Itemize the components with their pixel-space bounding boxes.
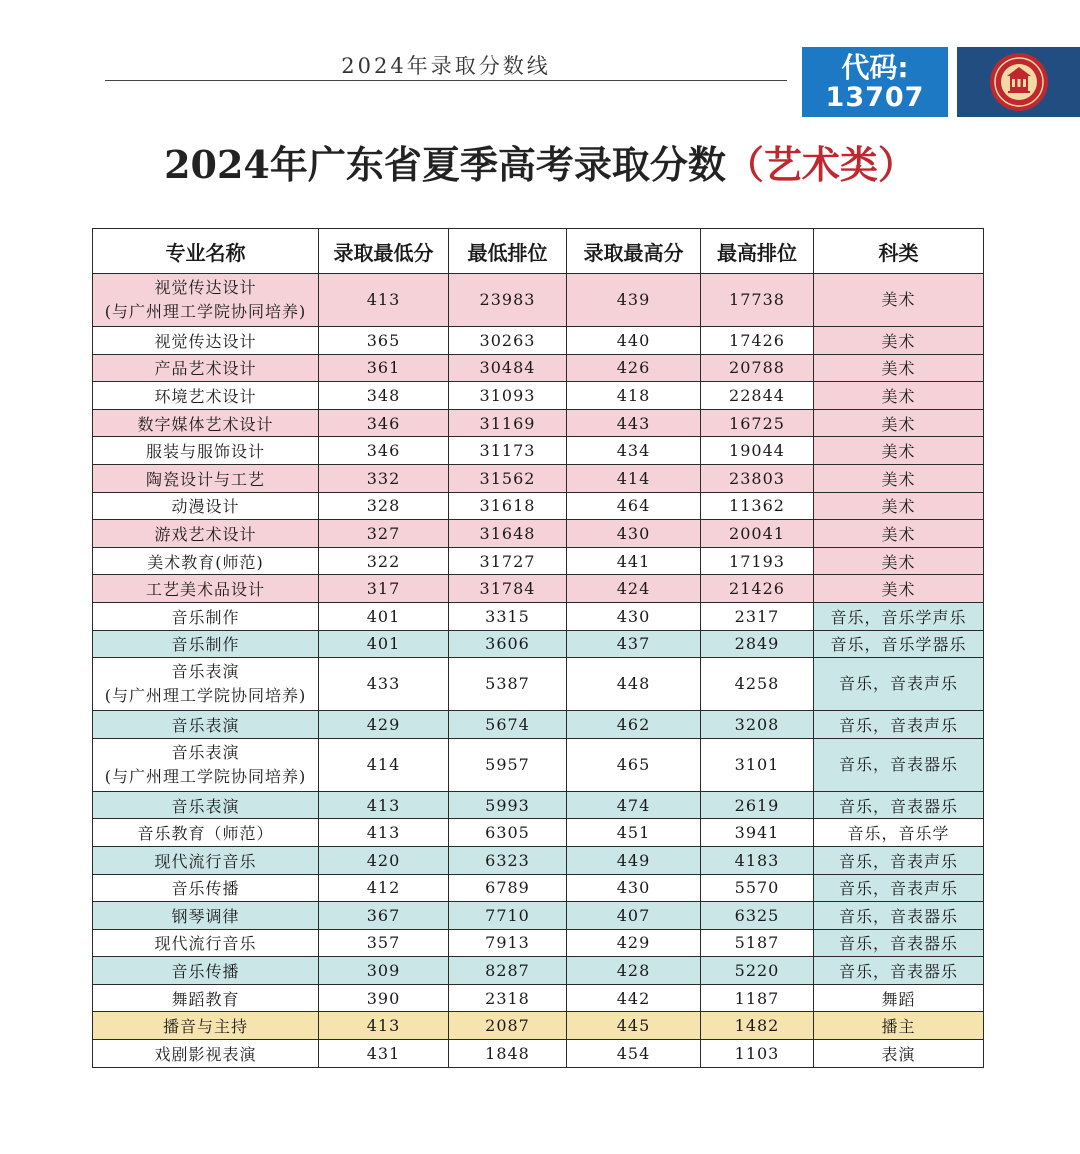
code-value: 13707 — [825, 82, 925, 113]
major-name-cell — [93, 1040, 319, 1068]
min-score-cell: 357 — [319, 929, 449, 957]
category-cell: 音乐，音表声乐 — [814, 658, 984, 711]
major-name: 音乐表演 — [171, 715, 240, 735]
max-rank-cell: 22844 — [701, 382, 814, 410]
min-rank-cell: 6323 — [449, 846, 567, 874]
table-row — [93, 520, 984, 548]
min-rank-cell: 6789 — [449, 874, 567, 902]
major-name: 音乐表演 — [171, 796, 240, 816]
major-name: 视觉传达设计 — [154, 278, 257, 297]
major-name-cell — [93, 492, 319, 520]
category-cell: 音乐，音乐学 — [814, 819, 984, 847]
header-max-score: 录取最高分 — [567, 229, 701, 274]
category-cell: 美术 — [814, 274, 984, 327]
category-cell: 美术 — [814, 437, 984, 465]
table-row — [93, 547, 984, 575]
category-cell: 表演 — [814, 1040, 984, 1068]
major-name-cell — [93, 902, 319, 930]
max-rank-cell: 5570 — [701, 874, 814, 902]
major-name: 音乐传播 — [171, 879, 240, 899]
category-cell: 美术 — [814, 327, 984, 355]
category-cell: 音乐，音表声乐 — [814, 711, 984, 739]
major-name: 音乐教育（师范） — [137, 824, 274, 844]
category-cell: 美术 — [814, 409, 984, 437]
table-row — [93, 492, 984, 520]
table-row — [93, 929, 984, 957]
major-name-cell — [93, 658, 319, 711]
major-name: 音乐传播 — [171, 962, 240, 982]
table-row — [93, 984, 984, 1012]
category-cell: 音乐，音表器乐 — [814, 929, 984, 957]
header-max-rank: 最高排位 — [701, 229, 814, 274]
major-name: 数字媒体艺术设计 — [137, 414, 274, 434]
max-score-cell: 434 — [567, 437, 701, 465]
min-rank-cell: 31648 — [449, 520, 567, 548]
min-rank-cell: 3315 — [449, 602, 567, 630]
min-rank-cell: 31169 — [449, 409, 567, 437]
max-rank-cell: 1187 — [701, 984, 814, 1012]
table-row — [93, 791, 984, 819]
max-rank-cell: 4183 — [701, 846, 814, 874]
category-cell: 音乐，音表器乐 — [814, 791, 984, 819]
table-row — [93, 846, 984, 874]
major-name: 产品艺术设计 — [154, 359, 257, 379]
min-score-cell: 401 — [319, 630, 449, 658]
code-label: 代码: — [841, 51, 909, 84]
major-name-cell — [93, 738, 319, 791]
table-row — [93, 658, 984, 711]
header-category: 科类 — [814, 229, 984, 274]
major-name: 音乐表演 — [171, 662, 240, 682]
max-rank-cell: 2317 — [701, 602, 814, 630]
max-score-cell: 418 — [567, 382, 701, 410]
major-name-cell — [93, 846, 319, 874]
max-score-cell: 430 — [567, 602, 701, 630]
min-rank-cell: 6305 — [449, 819, 567, 847]
table-row — [93, 711, 984, 739]
category-cell: 音乐，音乐学声乐 — [814, 602, 984, 630]
major-name-cell — [93, 547, 319, 575]
table-row — [93, 819, 984, 847]
category-cell: 美术 — [814, 382, 984, 410]
table-row — [93, 602, 984, 630]
major-name-cell — [93, 274, 319, 327]
table-row — [93, 382, 984, 410]
min-score-cell: 365 — [319, 327, 449, 355]
min-rank-cell: 23983 — [449, 274, 567, 327]
header-rule — [105, 80, 787, 81]
category-cell: 舞蹈 — [814, 984, 984, 1012]
school-emblem-icon — [988, 51, 1050, 113]
major-name-cell — [93, 602, 319, 630]
table-row — [93, 630, 984, 658]
min-score-cell: 317 — [319, 575, 449, 603]
header-min-rank: 最低排位 — [449, 229, 567, 274]
max-score-cell: 430 — [567, 874, 701, 902]
major-note: (与广州理工学院协同培养) — [104, 302, 307, 321]
max-score-cell: 439 — [567, 274, 701, 327]
major-name-cell — [93, 437, 319, 465]
min-rank-cell: 5674 — [449, 711, 567, 739]
max-rank-cell: 2619 — [701, 791, 814, 819]
min-rank-cell: 31618 — [449, 492, 567, 520]
max-rank-cell: 19044 — [701, 437, 814, 465]
max-rank-cell: 4258 — [701, 658, 814, 711]
major-name: 舞蹈教育 — [171, 989, 240, 1009]
min-score-cell: 401 — [319, 602, 449, 630]
category-cell: 播主 — [814, 1012, 984, 1040]
max-score-cell: 449 — [567, 846, 701, 874]
table-row — [93, 437, 984, 465]
max-score-cell: 426 — [567, 354, 701, 382]
major-name: 游戏艺术设计 — [154, 524, 257, 544]
major-name: 音乐制作 — [171, 607, 240, 627]
table-row — [93, 874, 984, 902]
category-cell: 音乐，音表器乐 — [814, 738, 984, 791]
category-cell: 美术 — [814, 547, 984, 575]
header-min-score: 录取最低分 — [319, 229, 449, 274]
table-header-row — [93, 229, 984, 274]
major-name-cell — [93, 711, 319, 739]
max-rank-cell: 23803 — [701, 464, 814, 492]
max-rank-cell: 16725 — [701, 409, 814, 437]
min-score-cell: 346 — [319, 437, 449, 465]
min-rank-cell: 31173 — [449, 437, 567, 465]
table-row — [93, 575, 984, 603]
category-cell: 美术 — [814, 354, 984, 382]
max-rank-cell: 11362 — [701, 492, 814, 520]
min-score-cell: 420 — [319, 846, 449, 874]
max-rank-cell: 17738 — [701, 274, 814, 327]
min-score-cell: 413 — [319, 1012, 449, 1040]
max-score-cell: 445 — [567, 1012, 701, 1040]
max-score-cell: 474 — [567, 791, 701, 819]
max-rank-cell: 20788 — [701, 354, 814, 382]
table-row — [93, 464, 984, 492]
major-name: 环境艺术设计 — [154, 386, 257, 406]
min-rank-cell: 31784 — [449, 575, 567, 603]
category-cell: 音乐，音表器乐 — [814, 902, 984, 930]
min-score-cell: 332 — [319, 464, 449, 492]
title-accent: （艺术类） — [725, 142, 916, 187]
major-note: (与广州理工学院协同培养) — [104, 766, 307, 786]
category-cell: 美术 — [814, 464, 984, 492]
max-rank-cell: 2849 — [701, 630, 814, 658]
max-rank-cell: 1482 — [701, 1012, 814, 1040]
max-rank-cell: 5220 — [701, 957, 814, 985]
min-score-cell: 429 — [319, 711, 449, 739]
min-score-cell: 322 — [319, 547, 449, 575]
title-main: 2024年广东省夏季高考录取分数 — [164, 142, 726, 187]
min-score-cell: 413 — [319, 274, 449, 327]
major-name-cell — [93, 630, 319, 658]
category-cell: 音乐，音乐学器乐 — [814, 630, 984, 658]
min-rank-cell: 5387 — [449, 658, 567, 711]
max-score-cell: 454 — [567, 1040, 701, 1068]
min-score-cell: 346 — [319, 409, 449, 437]
max-rank-cell: 17426 — [701, 327, 814, 355]
max-score-cell: 437 — [567, 630, 701, 658]
major-name: 服装与服饰设计 — [145, 442, 265, 462]
major-name-cell — [93, 382, 319, 410]
max-score-cell: 430 — [567, 520, 701, 548]
min-rank-cell: 8287 — [449, 957, 567, 985]
table-row — [93, 902, 984, 930]
min-score-cell: 413 — [319, 819, 449, 847]
category-cell: 美术 — [814, 492, 984, 520]
min-score-cell: 348 — [319, 382, 449, 410]
max-score-cell: 414 — [567, 464, 701, 492]
major-name: 现代流行音乐 — [154, 934, 257, 954]
major-name-cell — [93, 520, 319, 548]
max-rank-cell: 5187 — [701, 929, 814, 957]
category-cell: 音乐，音表声乐 — [814, 874, 984, 902]
max-score-cell: 428 — [567, 957, 701, 985]
min-rank-cell: 5957 — [449, 738, 567, 791]
major-note: (与广州理工学院协同培养) — [104, 686, 307, 706]
admission-score-table — [92, 228, 984, 1068]
min-rank-cell: 2318 — [449, 984, 567, 1012]
table-row — [93, 738, 984, 791]
min-score-cell: 413 — [319, 791, 449, 819]
major-name-cell — [93, 929, 319, 957]
table-row — [93, 274, 984, 327]
min-rank-cell: 7710 — [449, 902, 567, 930]
major-name-cell — [93, 1012, 319, 1040]
major-name: 动漫设计 — [171, 497, 240, 517]
major-name: 工艺美术品设计 — [145, 580, 265, 600]
page-subtitle: 2024年录取分数线 — [341, 54, 551, 78]
max-rank-cell: 21426 — [701, 575, 814, 603]
min-rank-cell: 31093 — [449, 382, 567, 410]
major-name: 音乐制作 — [171, 635, 240, 655]
min-rank-cell: 30263 — [449, 327, 567, 355]
major-name: 钢琴调律 — [171, 906, 240, 926]
min-rank-cell: 7913 — [449, 929, 567, 957]
max-rank-cell: 20041 — [701, 520, 814, 548]
max-score-cell: 407 — [567, 902, 701, 930]
major-name-cell — [93, 327, 319, 355]
page-title — [0, 134, 1080, 189]
max-score-cell: 424 — [567, 575, 701, 603]
max-rank-cell: 3941 — [701, 819, 814, 847]
table-row — [93, 957, 984, 985]
major-name-cell — [93, 464, 319, 492]
major-name-cell — [93, 791, 319, 819]
min-score-cell: 328 — [319, 492, 449, 520]
major-name: 戏剧影视表演 — [154, 1044, 257, 1064]
min-score-cell: 431 — [319, 1040, 449, 1068]
max-score-cell: 440 — [567, 327, 701, 355]
min-score-cell: 367 — [319, 902, 449, 930]
min-rank-cell: 31727 — [449, 547, 567, 575]
max-score-cell: 462 — [567, 711, 701, 739]
max-score-cell: 464 — [567, 492, 701, 520]
table-row — [93, 1040, 984, 1068]
table-row — [93, 354, 984, 382]
max-score-cell: 443 — [567, 409, 701, 437]
major-name: 视觉传达设计 — [154, 331, 257, 351]
min-score-cell: 390 — [319, 984, 449, 1012]
table-body — [93, 274, 984, 1068]
max-score-cell: 465 — [567, 738, 701, 791]
max-score-cell: 442 — [567, 984, 701, 1012]
major-name: 播音与主持 — [162, 1017, 248, 1037]
table-row — [93, 1012, 984, 1040]
max-rank-cell: 6325 — [701, 902, 814, 930]
major-name: 音乐表演 — [171, 742, 240, 762]
min-score-cell: 361 — [319, 354, 449, 382]
school-code-badge — [802, 47, 948, 117]
category-cell: 音乐，音表声乐 — [814, 846, 984, 874]
max-rank-cell: 1103 — [701, 1040, 814, 1068]
max-score-cell: 448 — [567, 658, 701, 711]
major-name-cell — [93, 957, 319, 985]
max-score-cell: 441 — [567, 547, 701, 575]
major-name: 现代流行音乐 — [154, 851, 257, 871]
table-row — [93, 327, 984, 355]
max-score-cell: 451 — [567, 819, 701, 847]
major-name: 美术教育(师范) — [147, 552, 264, 572]
major-name-cell — [93, 984, 319, 1012]
min-score-cell: 327 — [319, 520, 449, 548]
header-major: 专业名称 — [93, 229, 319, 274]
min-rank-cell: 31562 — [449, 464, 567, 492]
max-rank-cell: 17193 — [701, 547, 814, 575]
min-rank-cell: 1848 — [449, 1040, 567, 1068]
school-logo-panel — [957, 47, 1080, 117]
max-rank-cell: 3101 — [701, 738, 814, 791]
min-score-cell: 309 — [319, 957, 449, 985]
category-cell: 美术 — [814, 575, 984, 603]
major-name-cell — [93, 575, 319, 603]
major-name-cell — [93, 354, 319, 382]
major-name-cell — [93, 819, 319, 847]
max-rank-cell: 3208 — [701, 711, 814, 739]
min-score-cell: 412 — [319, 874, 449, 902]
min-rank-cell: 2087 — [449, 1012, 567, 1040]
min-score-cell: 433 — [319, 658, 449, 711]
min-rank-cell: 5993 — [449, 791, 567, 819]
min-rank-cell: 30484 — [449, 354, 567, 382]
table-row — [93, 409, 984, 437]
major-name: 陶瓷设计与工艺 — [145, 469, 265, 489]
max-score-cell: 429 — [567, 929, 701, 957]
category-cell: 美术 — [814, 520, 984, 548]
min-rank-cell: 3606 — [449, 630, 567, 658]
major-name-cell — [93, 409, 319, 437]
major-name-cell — [93, 874, 319, 902]
category-cell: 音乐，音表器乐 — [814, 957, 984, 985]
min-score-cell: 414 — [319, 738, 449, 791]
